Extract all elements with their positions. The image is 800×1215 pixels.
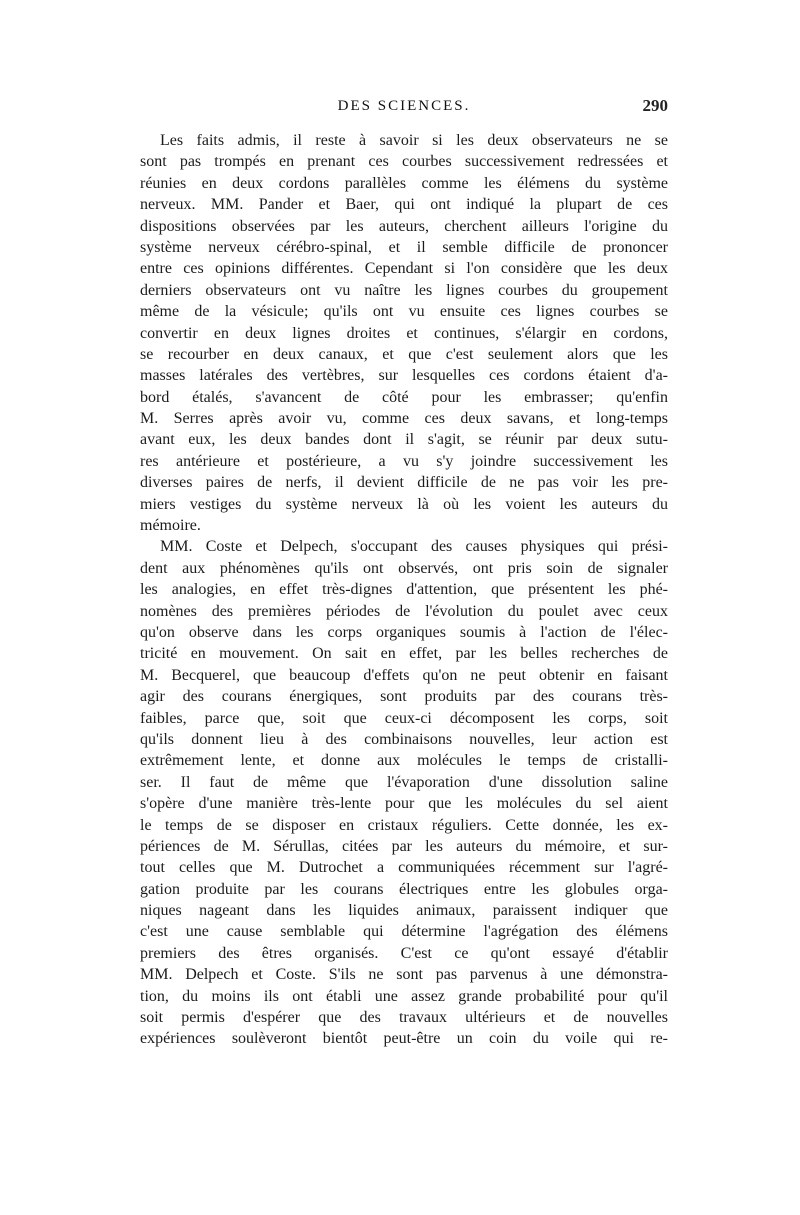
text-line: dent aux phénomènes qu'ils ont observés, ont pris soin de signaler <box>140 559 668 577</box>
text-line: réunies en deux cordons parallèles comme les élémens du système <box>140 174 668 192</box>
text-line: niques nageant dans les liquides animaux, paraissent indiquer que <box>140 902 668 920</box>
text-line: convertir en deux lignes droites et continues, s'élargir en cordons, <box>140 324 668 342</box>
text-line: nerveux. MM. Pander et Baer, qui ont indiqué la plupart de ces <box>140 196 668 214</box>
body-text <box>140 130 668 1050</box>
text-line: res antérieure et postérieure, a vu s'y joindre successivement les <box>140 452 668 470</box>
text-line: bord étalés, s'avancent de côté pour les embrasser; qu'enfin <box>140 388 668 406</box>
running-head <box>140 98 668 128</box>
text-line: tout celles que M. Dutrochet a communiquées récemment sur l'agré- <box>140 859 668 877</box>
text-line: le temps de se disposer en cristaux réguliers. Cette donnée, les ex- <box>140 816 668 834</box>
paragraph-1 <box>140 130 668 536</box>
text-line: derniers observateurs ont vu naître les lignes courbes du groupement <box>140 281 668 299</box>
text-line: soit permis d'espérer que des travaux ultérieurs et de nouvelles <box>140 1009 668 1027</box>
text-line: premiers des êtres organisés. C'est ce qu'ont essayé d'établir <box>140 944 668 962</box>
text-line: masses latérales des vertèbres, sur lesquelles ces cordons étaient d'a- <box>140 367 668 385</box>
text-line: tion, du moins ils ont établi une assez grande probabilité pour qu'il <box>140 987 668 1005</box>
text-line: faibles, parce que, soit que ceux-ci décomposent les corps, soit <box>140 709 668 727</box>
text-line: système nerveux cérébro-spinal, et il semble difficile de prononcer <box>140 238 668 256</box>
text-line: miers vestiges du système nerveux là où les voient les auteurs du <box>140 495 668 513</box>
text-line: mémoire. <box>140 517 201 535</box>
text-line: extrêmement lente, et donne aux molécules le temps de cristalli- <box>140 752 668 770</box>
text-line: s'opère d'une manière très-lente pour que les molécules du sel aient <box>140 795 668 813</box>
text-line: tricité en mouvement. On sait en effet, par les belles recherches de <box>140 645 668 663</box>
running-title: DES SCIENCES. <box>337 98 471 114</box>
text-line: M. Serres après avoir vu, comme ces deux savans, et long-temps <box>140 410 668 428</box>
text-line: gation produite par les courans électriques entre les globules orga- <box>140 880 668 898</box>
text-line: qu'ils donnent lieu à des combinaisons nouvelles, leur action est <box>140 730 668 748</box>
page-number: 290 <box>642 96 668 115</box>
text-line: c'est une cause semblable qui détermine l'agrégation des élémens <box>140 923 668 941</box>
text-line: ser. Il faut de même que l'évaporation d'une dissolution saline <box>140 773 668 791</box>
text-line: même de la vésicule; qu'ils ont vu ensuite ces lignes courbes se <box>140 303 668 321</box>
text-line: expériences soulèveront bientôt peut-être un coin du voile qui re- <box>140 1030 668 1048</box>
text-line: les analogies, en effet très-dignes d'attention, que présentent les phé- <box>140 581 668 599</box>
text-line: se recourber en deux canaux, et que c'est seulement alors que les <box>140 345 668 363</box>
text-line: agir des courans énergiques, sont produits par des courans très- <box>140 688 668 706</box>
text-line: dispositions observées par les auteurs, cherchent ailleurs l'origine du <box>140 217 668 235</box>
text-line: MM. Delpech et Coste. S'ils ne sont pas parvenus à une démonstra- <box>140 966 668 984</box>
text-line: diverses paires de nerfs, il devient difficile de ne pas voir les pre- <box>140 474 668 492</box>
text-line: MM. Coste et Delpech, s'occupant des causes physiques qui prési- <box>160 538 668 556</box>
text-line: entre ces opinions différentes. Cependant si l'on considère que les deux <box>140 260 668 278</box>
text-line: sont pas trompés en prenant ces courbes successivement redressées et <box>140 153 668 171</box>
text-line: M. Becquerel, que beaucoup d'effets qu'on ne peut obtenir en faisant <box>140 666 668 684</box>
text-line: périences de M. Sérullas, citées par les auteurs du mémoire, et sur- <box>140 837 668 855</box>
text-line: qu'on observe dans les corps organiques soumis à l'action de l'élec- <box>140 623 668 641</box>
text-line: Les faits admis, il reste à savoir si les deux observateurs ne se <box>160 132 668 149</box>
text-line: avant eux, les deux bandes dont il s'agit, se réunir par deux sutu- <box>140 431 668 449</box>
paragraph-2 <box>140 536 668 1049</box>
text-line: nomènes des premières périodes de l'évolution du poulet avec ceux <box>140 602 668 620</box>
